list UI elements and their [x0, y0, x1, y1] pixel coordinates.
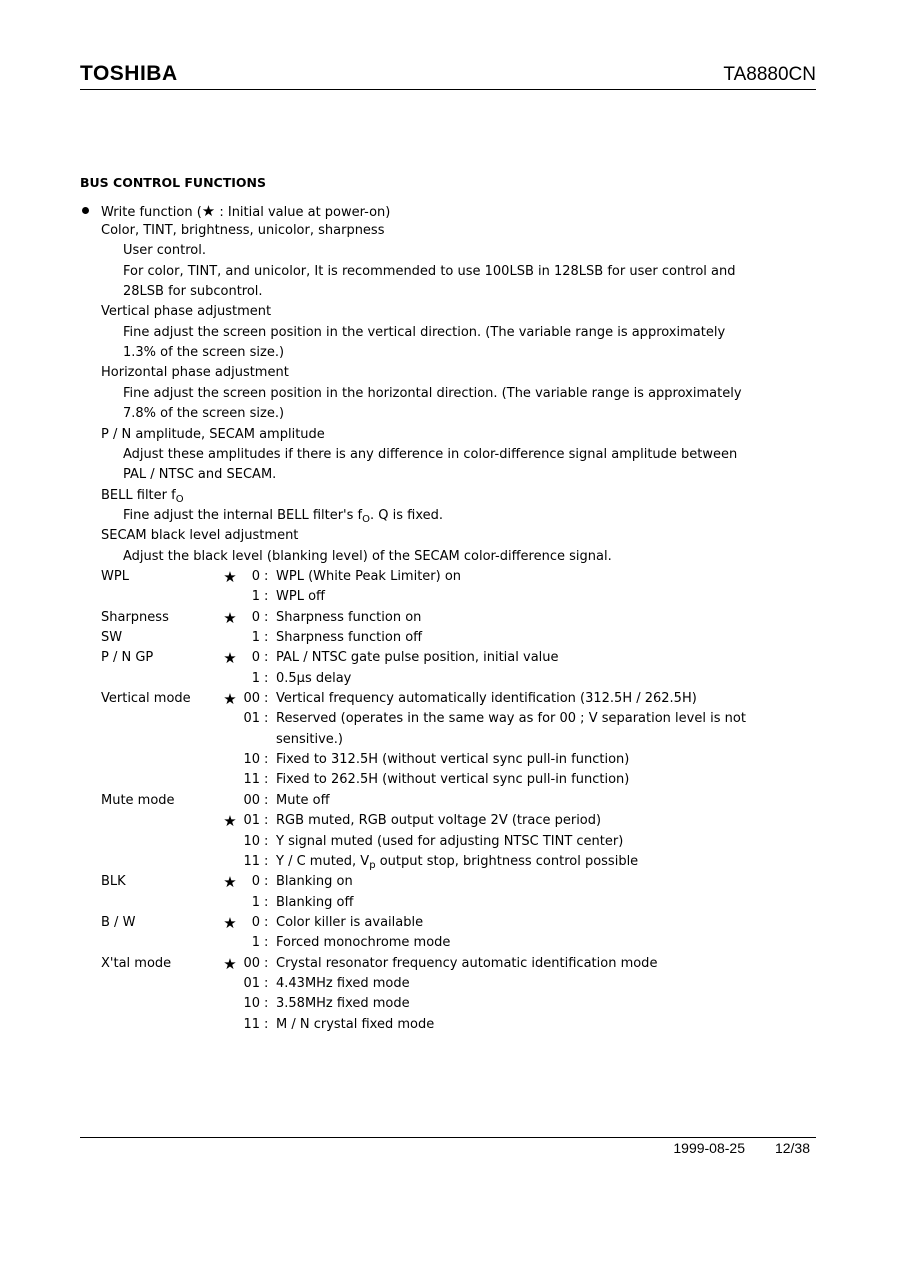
register-name: BLK: [101, 874, 126, 889]
register-description: WPL off: [276, 589, 325, 604]
block-heading: P / N amplitude, SECAM amplitude: [101, 427, 325, 442]
bell-heading: BELL filter $f_O$: [101, 488, 184, 505]
section-title: BUS CONTROL FUNCTIONS: [80, 175, 266, 190]
colon-separator: :: [264, 569, 269, 584]
register-code: 01: [243, 976, 260, 991]
star-icon: ★: [223, 609, 237, 627]
register-description: Vertical frequency automatically identification (312.5H / 262.5H): [276, 691, 697, 706]
register-code: 1: [251, 671, 260, 686]
register-code: 01: [243, 813, 260, 828]
register-description: Mute off: [276, 793, 330, 808]
register-description: Forced monochrome mode: [276, 935, 451, 950]
colon-separator: :: [264, 793, 269, 808]
bell-text-line: Fine adjust the internal BELL filter's $f_O$. Q is fixed.: [123, 508, 444, 525]
block-text-line: 28LSB for subcontrol.: [123, 284, 263, 299]
register-code: 0: [251, 650, 260, 665]
header-rule: [80, 89, 816, 90]
footer-rule: [80, 1137, 816, 1138]
colon-separator: :: [264, 834, 269, 849]
write-function-line: Write function (★ : Initial value at power-on): [101, 202, 391, 220]
register-code: 00: [243, 793, 260, 808]
star-icon: ★: [223, 649, 237, 667]
register-name: SW: [101, 630, 123, 645]
block-heading: Horizontal phase adjustment: [101, 365, 289, 380]
colon-separator: :: [264, 671, 269, 686]
register-code: 10: [243, 834, 260, 849]
register-description: M / N crystal fixed mode: [276, 1017, 435, 1032]
register-code: 1: [251, 935, 260, 950]
block-text-line: Adjust these amplitudes if there is any difference in color-difference signal amplitude between: [123, 447, 738, 462]
block-heading: Color, TINT, brightness, unicolor, sharpness: [101, 223, 385, 238]
register-code: 10: [243, 752, 260, 767]
register-name: P / N GP: [101, 650, 154, 665]
block-text-line: Fine adjust the screen position in the horizontal direction. (The variable range is approximately: [123, 386, 742, 401]
block-text-line: 7.8% of the screen size.): [123, 406, 285, 421]
star-icon: ★: [223, 812, 237, 830]
star-icon: ★: [223, 568, 237, 586]
colon-separator: :: [264, 752, 269, 767]
register-description: PAL / NTSC gate pulse position, initial value: [276, 650, 559, 665]
register-name: Vertical mode: [101, 691, 191, 706]
register-description: Crystal resonator frequency automatic identification mode: [276, 956, 658, 971]
register-description: Sharpness function off: [276, 630, 423, 645]
colon-separator: :: [264, 589, 269, 604]
register-code: 0: [251, 915, 260, 930]
colon-separator: :: [264, 976, 269, 991]
register-name: Sharpness: [101, 610, 169, 625]
register-code: 00: [243, 691, 260, 706]
register-code: 1: [251, 895, 260, 910]
footer-date: 1999-08-25: [673, 1140, 745, 1156]
colon-separator: :: [264, 813, 269, 828]
block-text-line: For color, TINT, and unicolor, It is recommended to use 100LSB in 128LSB for user control and: [123, 264, 736, 279]
register-code: 1: [251, 589, 260, 604]
footer-page: 12/38: [774, 1140, 810, 1156]
register-description: Blanking on: [276, 874, 353, 889]
register-description: Fixed to 312.5H (without vertical sync pull-in function): [276, 752, 630, 767]
colon-separator: :: [264, 915, 269, 930]
register-code: 01: [243, 711, 260, 726]
colon-separator: :: [264, 610, 269, 625]
register-code: 1: [251, 630, 260, 645]
colon-separator: :: [264, 854, 269, 869]
colon-separator: :: [264, 1017, 269, 1032]
register-name: WPL: [101, 569, 129, 584]
register-description: Y signal muted (used for adjusting NTSC TINT center): [276, 834, 624, 849]
register-description: 4.43MHz fixed mode: [276, 976, 410, 991]
colon-separator: :: [264, 691, 269, 706]
colon-separator: :: [264, 996, 269, 1011]
colon-separator: :: [264, 874, 269, 889]
secam-text-line: Adjust the black level (blanking level) of the SECAM color-difference signal.: [123, 549, 612, 564]
star-icon: ★: [223, 873, 237, 891]
star-icon: ★: [223, 955, 237, 973]
colon-separator: :: [264, 935, 269, 950]
colon-separator: :: [264, 630, 269, 645]
register-code: 10: [243, 996, 260, 1011]
block-heading: Vertical phase adjustment: [101, 304, 272, 319]
register-description: Y / C muted, $V_p$ output stop, brightness control possible: [276, 854, 639, 871]
register-description: Reserved (operates in the same way as for 00 ; V separation level is not: [276, 711, 746, 726]
block-text-line: PAL / NTSC and SECAM.: [123, 467, 277, 482]
block-text-line: 1.3% of the screen size.): [123, 345, 285, 360]
register-description: 3.58MHz fixed mode: [276, 996, 410, 1011]
star-icon: ★: [201, 202, 216, 220]
register-code: 0: [251, 569, 260, 584]
secam-heading: SECAM black level adjustment: [101, 528, 299, 543]
register-description: RGB muted, RGB output voltage 2V (trace period): [276, 813, 602, 828]
block-text-line: Fine adjust the screen position in the vertical direction. (The variable range is approximately: [123, 325, 726, 340]
part-number: TA8880CN: [723, 64, 816, 85]
register-description: Blanking off: [276, 895, 354, 910]
register-code: 00: [243, 956, 260, 971]
colon-separator: :: [264, 772, 269, 787]
register-code: 11: [243, 772, 260, 787]
register-description: Fixed to 262.5H (without vertical sync pull-in function): [276, 772, 630, 787]
colon-separator: :: [264, 956, 269, 971]
register-description: sensitive.): [276, 732, 343, 747]
register-code: 11: [243, 854, 260, 869]
star-icon: ★: [223, 690, 237, 708]
star-icon: ★: [223, 914, 237, 932]
register-name: X'tal mode: [101, 956, 172, 971]
bullet-icon: [82, 207, 89, 214]
register-description: Color killer is available: [276, 915, 424, 930]
register-name: Mute mode: [101, 793, 175, 808]
brand-logo: TOSHIBA: [80, 62, 178, 85]
colon-separator: :: [264, 650, 269, 665]
colon-separator: :: [264, 895, 269, 910]
register-code: 0: [251, 874, 260, 889]
block-text-line: User control.: [123, 243, 206, 258]
register-description: 0.5μs delay: [276, 671, 352, 686]
register-name: B / W: [101, 915, 136, 930]
register-code: 11: [243, 1017, 260, 1032]
colon-separator: :: [264, 711, 269, 726]
register-code: 0: [251, 610, 260, 625]
register-description: Sharpness function on: [276, 610, 422, 625]
register-description: WPL (White Peak Limiter) on: [276, 569, 462, 584]
